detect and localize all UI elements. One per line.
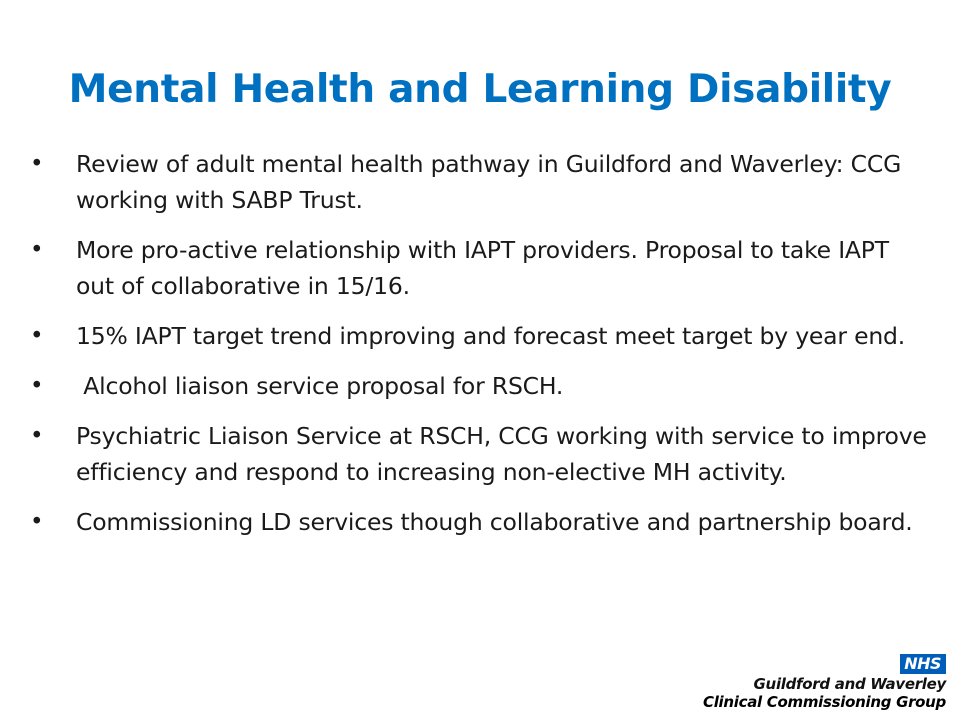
nhs-ccg-logo bbox=[686, 654, 946, 714]
slide-title: Mental Health and Learning Disability bbox=[68, 67, 892, 112]
bullet-item bbox=[28, 418, 928, 490]
logo-org-name: Guildford and Waverley bbox=[753, 675, 946, 693]
bullet-dot-icon: • bbox=[30, 237, 44, 263]
bullet-list bbox=[28, 146, 928, 554]
bullet-text: Review of adult mental health pathway in Guildford and Waverley: CCG working with SABP Trust. bbox=[76, 150, 902, 214]
bullet-dot-icon: • bbox=[30, 373, 44, 399]
bullet-item bbox=[28, 232, 928, 304]
bullet-dot-icon: • bbox=[30, 323, 44, 349]
bullet-dot-icon: • bbox=[30, 423, 44, 449]
bullet-item bbox=[28, 146, 928, 218]
bullet-text: Alcohol liaison service proposal for RSCH. bbox=[76, 372, 564, 400]
bullet-text: Commissioning LD services though collaborative and partnership board. bbox=[76, 508, 913, 536]
logo-org-type: Clinical Commissioning Group bbox=[703, 693, 946, 711]
bullet-item bbox=[28, 318, 928, 354]
bullet-text: More pro-active relationship with IAPT providers. Proposal to take IAPT out of collaborative in 15/16. bbox=[76, 236, 889, 300]
bullet-item bbox=[28, 504, 928, 540]
bullet-dot-icon: • bbox=[30, 151, 44, 177]
bullet-text: 15% IAPT target trend improving and forecast meet target by year end. bbox=[76, 322, 906, 350]
bullet-text: Psychiatric Liaison Service at RSCH, CCG working with service to improve efficiency and respond to increasing non-elective MH activity. bbox=[76, 422, 927, 486]
bullet-dot-icon: • bbox=[30, 509, 44, 535]
nhs-badge: NHS bbox=[900, 654, 946, 674]
bullet-item bbox=[28, 368, 928, 404]
